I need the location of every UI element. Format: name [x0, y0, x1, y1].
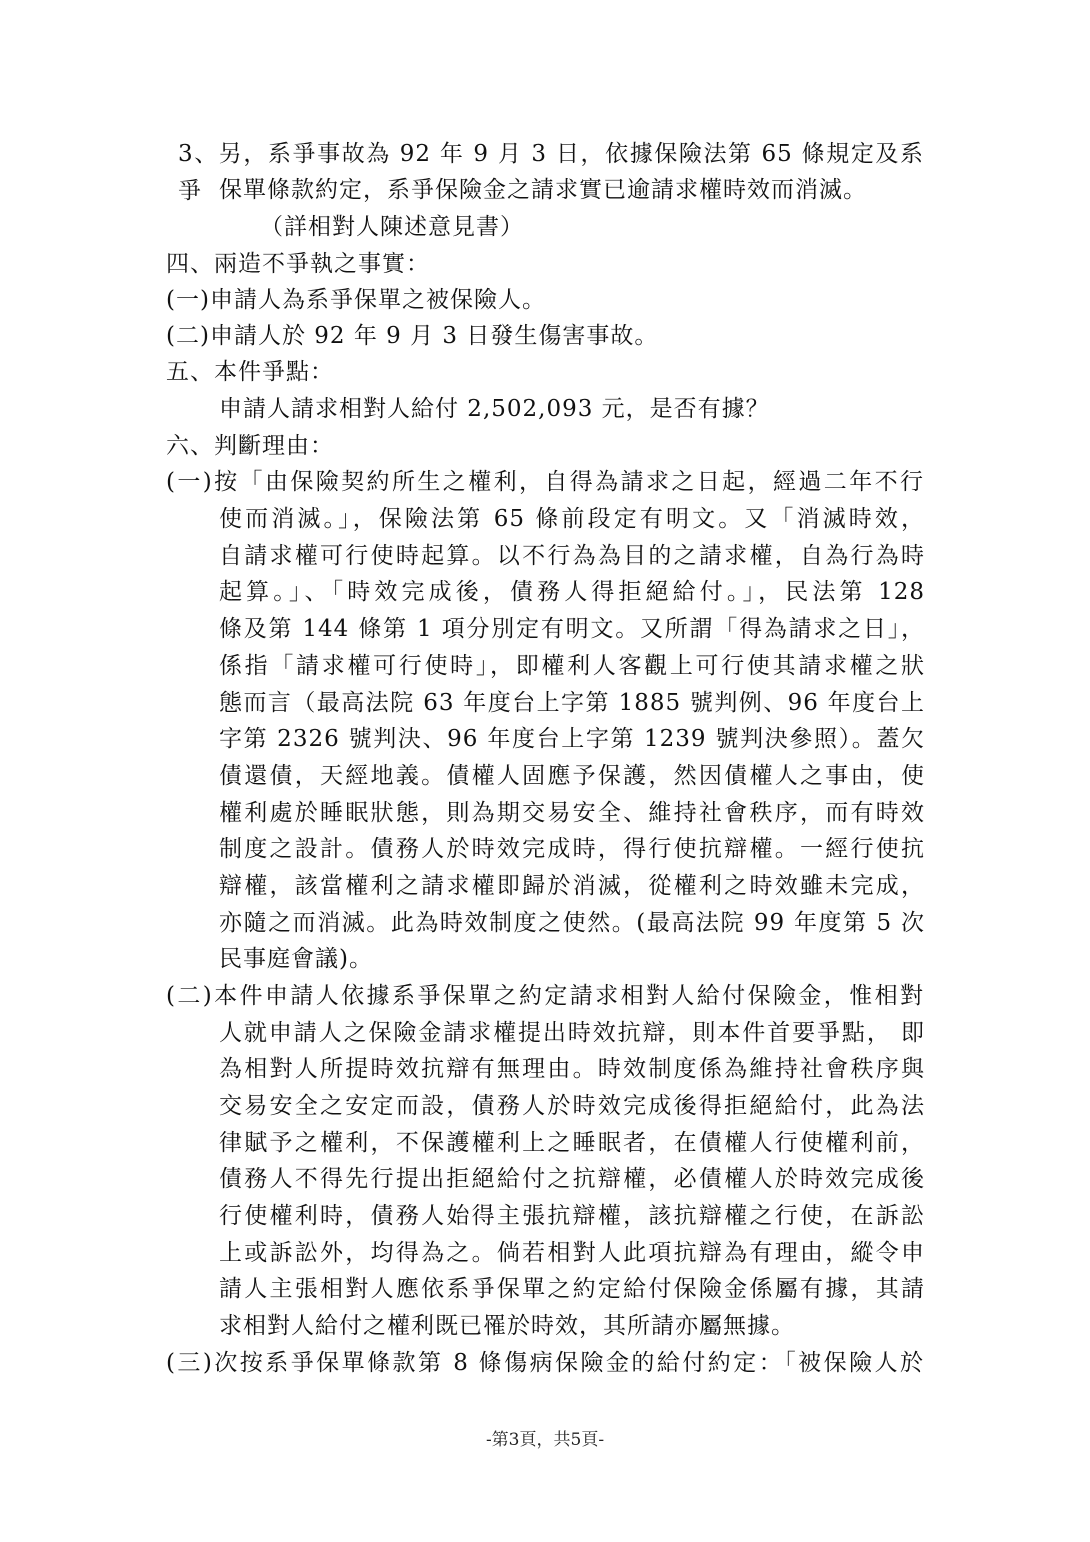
reason-1-line-5: 條及第 144 條第 1 項分別定有明文。又所謂「得為請求之日」， [219, 616, 925, 642]
item-3-line-1: 3、另，系爭事故為 92 年 9 月 3 日，依據保險法第 65 條規定及系爭 [178, 141, 924, 204]
section-6-heading: 六、判斷理由： [166, 433, 334, 459]
item-3-note: （詳相對人陳述意見書） [260, 214, 524, 240]
reason-2-line-6: 債務人不得先行提出拒絕給付之抗辯權，必債權人於時效完成後 [219, 1166, 925, 1192]
reason-2-line-3: 為相對人所提時效抗辯有無理由。時效制度係為維持社會秩序與 [219, 1056, 925, 1082]
item-3-line-2: 保單條款約定，系爭保險金之請求實已逾請求權時效而消滅。 [219, 177, 867, 203]
section-4-item-1: (一)申請人為系爭保單之被保險人。 [166, 287, 546, 313]
reason-1-line-4: 起算。」、「時效完成後，債務人得拒絕給付。」，民法第 128 [219, 579, 925, 605]
reason-2-line-4: 交易安全之安定而設，債務人於時效完成後得拒絕給付，此為法 [219, 1093, 925, 1119]
reason-1-line-1: (一)按「由保險契約所生之權利，自得為請求之日起，經過二年不行 [166, 469, 924, 495]
page-number-footer: -第3頁，共5頁- [485, 1430, 605, 1450]
reason-1-line-11: 制度之設計。債務人於時效完成時，得行使抗辯權。一經行使抗 [219, 836, 925, 862]
section-4-heading: 四、兩造不爭執之事實： [166, 251, 430, 277]
reason-1-line-12: 辯權，該當權利之請求權即歸於消滅，從權利之時效雖未完成， [219, 873, 925, 899]
reason-2-line-10: 求相對人給付之權利既已罹於時效，其所請亦屬無據。 [219, 1313, 795, 1339]
reason-2-line-2: 人就申請人之保險金請求權提出時效抗辯，則本件首要爭點， 即 [219, 1020, 925, 1046]
reason-1-line-8: 字第 2326 號判決、96 年度台上字第 1239 號判決參照）。蓋欠 [219, 726, 925, 752]
reason-3-line-1: (三)次按系爭保單條款第 8 條傷病保險金的給付約定：「被保險人於 [166, 1350, 924, 1376]
reason-1-line-2: 使而消滅。」，保險法第 65 條前段定有明文。又「消滅時效， [219, 506, 925, 532]
reason-1-line-6: 係指「請求權可行使時」，即權利人客觀上可行使其請求權之狀 [219, 653, 925, 679]
section-5-issue: 申請人請求相對人給付 2,502,093 元，是否有據？ [219, 396, 770, 422]
reason-1-line-10: 權利處於睡眠狀態，則為期交易安全、維持社會秩序，而有時效 [219, 800, 925, 826]
reason-2-line-1: (二)本件申請人依據系爭保單之約定請求相對人給付保險金，惟相對 [166, 983, 924, 1009]
reason-2-line-8: 上或訴訟外，均得為之。倘若相對人此項抗辯為有理由，縱令申 [219, 1240, 925, 1266]
reason-2-line-9: 請人主張相對人應依系爭保單之約定給付保險金係屬有據，其請 [219, 1276, 925, 1302]
section-5-heading: 五、本件爭點： [166, 359, 334, 385]
reason-1-line-14: 民事庭會議)。 [219, 946, 373, 972]
reason-1-line-3: 自請求權可行使時起算。以不行為為目的之請求權，自為行為時 [219, 543, 925, 569]
reason-1-line-9: 債還債，天經地義。債權人固應予保護，然因債權人之事由，使 [219, 763, 925, 789]
reason-1-line-7: 態而言（最高法院 63 年度台上字第 1885 號判例、96 年度台上 [219, 690, 925, 716]
reason-1-line-13: 亦隨之而消滅。此為時效制度之使然。(最高法院 99 年度第 5 次 [219, 910, 925, 936]
reason-2-line-7: 行使權利時，債務人始得主張抗辯權，該抗辯權之行使，在訴訟 [219, 1203, 925, 1229]
section-4-item-2: (二)申請人於 92 年 9 月 3 日發生傷害事故。 [166, 323, 659, 349]
reason-2-line-5: 律賦予之權利，不保護權利上之睡眠者，在債權人行使權利前， [219, 1130, 925, 1156]
